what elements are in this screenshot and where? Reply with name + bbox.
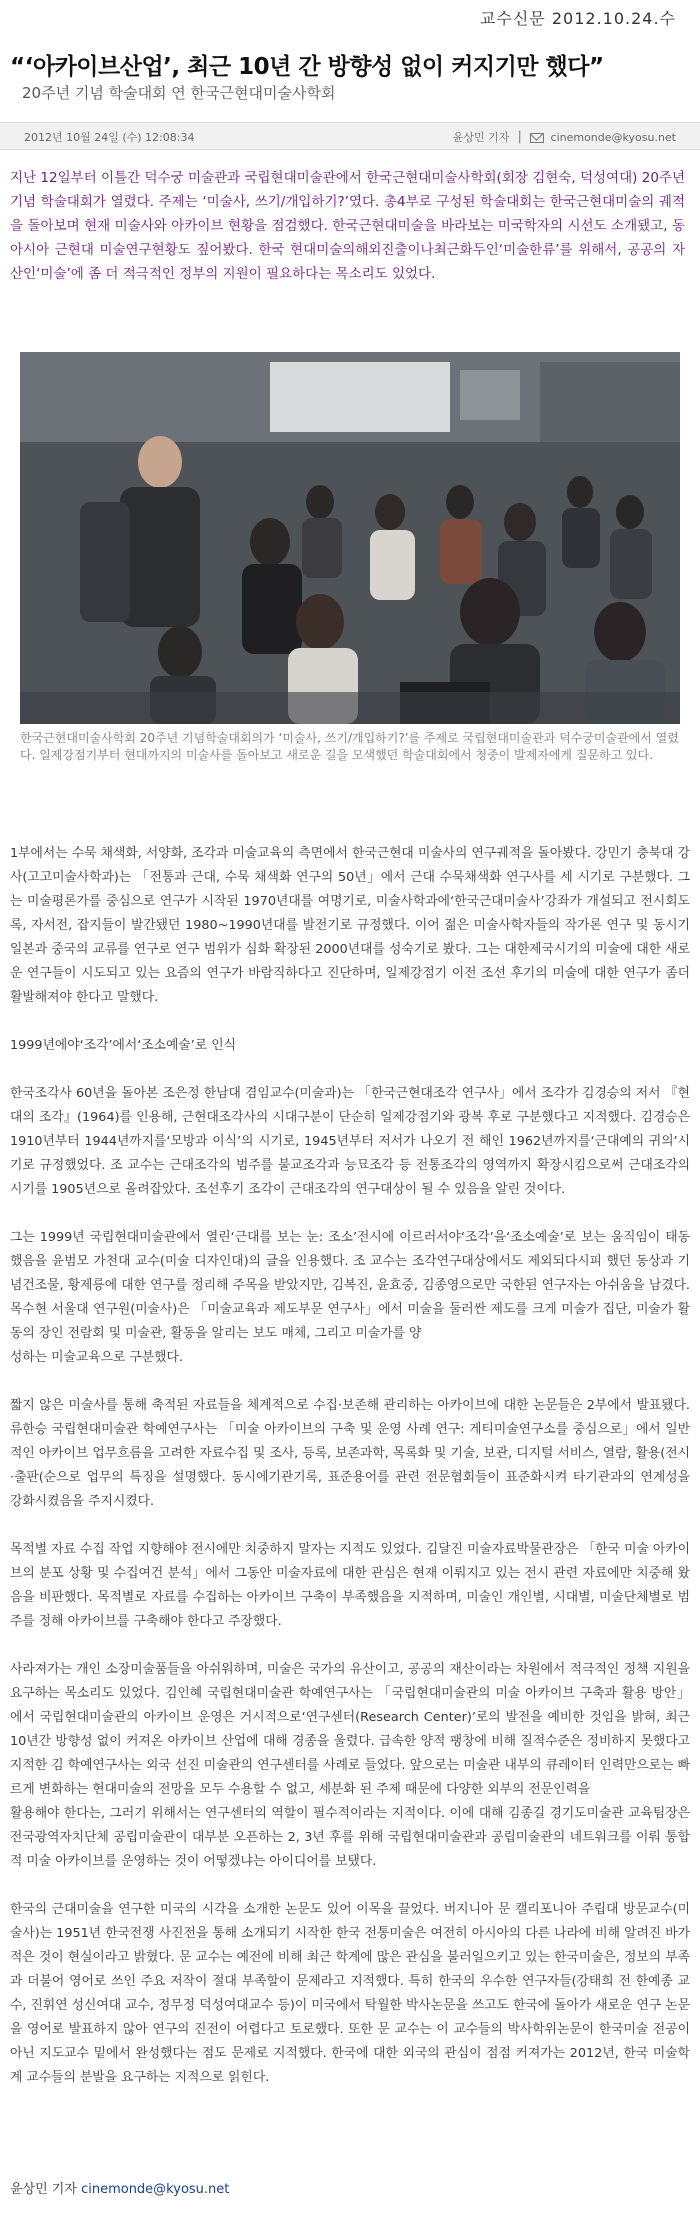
article-body [10, 842, 690, 2114]
publish-date: 2012년 10월 24일 (수) 12:08:34 [24, 131, 195, 144]
body-paragraph: 짧지 않은 미술사를 통해 축적된 자료들을 체계적으로 수집·보존해 관리하는 아카이브에 대한 논문들은 2부에서 발표됐다. 류한승 국립현대미술관 학예연구사는 「미술 아카이브의 구축 및 운영 사례 연구: 게티미술연구소를 중심으로」에서 일반적인 아카이브 업무흐름을 고려한 자료수집 및 조사, 등록, 보존과학, 목록화 및 기술, 보관, 디지털 서비스, 열람, 활용(전시·출판(순으로 업무의 특징을 설명했다. 동시에기관기록, 표준용어를 관련 전문협회들이 표준화시켜 타기관과의 연계성을 강화시켰음을 주지시켰다. [10, 1398, 690, 1509]
body-paragraph: 한국조각사 60년을 돌아본 조은정 한남대 겸임교수(미술과)는 「한국근현대조각 연구사」에서 조각가 김경승의 저서 『현대의 조각』(1964)를 인용해, 근현대조각사의 시대구분이 단순히 일제강점기와 광복 후로 구분했다고 지적했다. 김경승은 1910년부터 1944년까지를‘모방과 이식’의 시기로, 1945년부터 저서가 나오기 전 해인 1962년까지를‘근대예의 귀의’시기로 규정했었다. 조 교수는 근대조각의 범주를 불교조각과 능묘조각 등 전통조각의 영역까지 확장시킴으로써 근대조각의 시기를 1905년으로 올려잡았다. 조선후기 조각이 근대조각의 연구대상이 될 수 있음을 알린 것이다. [10, 1086, 690, 1197]
byline [10, 2178, 229, 2197]
photo-caption: 한국근현대미술사학회 20주년 기념학술대회의가 ‘미술사, 쓰기/개입하기?’를 주제로 국립현대미술관과 덕수궁미술관에서 열렸다. 일제강점기부터 현대까지의 미술사를 돌아보고 새로운 길을 모색했던 학술대회에서 청중이 발제자에게 질문하고 있다. [20, 731, 679, 762]
conference-photo [20, 352, 680, 724]
article-meta-bar [0, 122, 700, 150]
body-paragraph: 1부에서는 수묵 채색화, 서양화, 조각과 미술교육의 측면에서 한국근현대 미술사의 연구궤적을 돌아봤다. 강민기 충북대 강사(고고미술사학과)는 「전통과 근대, 수묵 채색화 연구의 50년」에서 근대 수묵채색화 연구사를 세 시기로 구분했다. 그는 미술평론가를 중심으로 연구가 시작된 1970년대를 여명기로, 미술사학과에‘한국근대미술사’강좌가 개설되고 전시회도록, 자서전, 잡지들이 발간됐던 1980~1990년대를 발전기로 규정했다. 이어 젊은 미술사학자들의 작가론 연구 및 동시기 일본과 중국의 교류를 연구로 연구 범위가 심화 확장된 2000년대를 성숙기로 봤다. 그는 대한제국시기의 미술에 대한 새로운 연구들이 시도되고 있는 요즘의 연구가 바람직하다고 진단하며, 일제강점기 이전 조선 후기의 미술에 대한 연구가 좀더 활발해져야 한다고 말했다. [10, 846, 690, 1005]
byline-email-link[interactable]: cinemonde@kyosu.net [81, 2182, 230, 2197]
mail-icon [530, 133, 544, 143]
body-paragraph: 사라져가는 개인 소장미술품들을 아쉬워하며, 미술은 국가의 유산이고, 공공의 재산이라는 차원에서 적극적인 정책 지원을 요구하는 목소리도 있었다. 김인혜 국립현대미술관 학예연구사는 「국립현대미술관의 미술 아카이브 구축과 활용 방안」에서 국립현대미술관의 아카이브 운영은 거시적으로‘연구센터(Research Center)’로의 발전을 예비한 것임을 밝혀, 최근 10년간 방향성 없이 커져온 아카이브 산업에 대해 경종을 울렸다. 급속한 양적 팽창에 비해 질적수준은 정비하지 못했다고 지적한 김 학예연구사는 외국 선진 미술관의 연구센터를 사례로 들었다. 앞으로는 미술관 내부의 큐레이터 인력만으로는 빠르게 변화하는 현대미술의 전망을 모두 수용할 수 없고, 세분화 된 주제 때문에 다양한 외부의 전문인력을 활용해야 한다는, 그러기 위해서는 연구센터의 역할이 필수적이라는 지적이다. 이에 대해 김종길 경기도미술관 교육팀장은 전국광역자치단체 공립미술관이 대부분 오픈하는 2, 3년 후를 위해 국립현대미술관과 공립미술관의 네트워크를 이뤄 통합적 미술 아카이브를 운영하는 것이 어떻겠냐는 아이디어를 보탰다. [10, 1662, 690, 1869]
author-name: 윤상민 기자 [452, 131, 510, 144]
article-subtitle: 20주년 기념 학술대회 연 한국근현대미술사학회 [22, 84, 336, 102]
body-paragraph: 한국의 근대미술을 연구한 미국의 시각을 소개한 논문도 있어 이목을 끌었다. 버지니아 문 캘리포니아 주립대 방문교수(미술사)는 1951년 한국전쟁 사진전을 통해 소개되기 시작한 한국 전통미술은 여전히 아시아의 다른 나라에 비해 알려진 바가 적은 것이 현실이라고 밝혔다. 문 교수는 예전에 비해 최근 학계에 많은 관심을 불러일으키고 있는 한국미술은, 정보의 부족과 더불어 영어로 쓰인 주요 저작이 절대 부족할이 문제라고 지적했다. 특히 한국의 우수한 연구자들(강태희 전 한예종 교수, 진휘연 성신여대 교수, 정무정 덕성여대교수 등)이 미국에서 탁월한 박사논문을 쓰고도 한국에 돌아가 새로운 연구 논문을 영어로 발표하지 않아 연구의 진전이 어렵다고 토로했다. 또한 문 교수는 이 교수들의 박사학위논문이 한국미술 전공이 아닌 지도교수 밑에서 완성했다는 점도 문제로 지적했다. 한국에 대한 외국의 관심이 점점 커져가는 2012년, 한국 미술학계 교수들의 분발을 요구하는 지적으로 읽힌다. [10, 1902, 690, 2085]
author-email-link[interactable]: cinemonde@kyosu.net [550, 131, 676, 144]
body-paragraph: 그는 1999년 국립현대미술관에서 열린‘근대를 보는 눈: 조소’전시에 이르러서야‘조각’을‘조소예술’로 보는 움직임이 태동했음을 윤범모 가천대 교수(미술 디자인대)의 글을 인용했다. 조 교수는 조각연구대상에서도 제외되다시피 했던 동상과 기념건조물, 황제릉에 대한 연구를 정리해 주목을 받았지만, 김복진, 윤효중, 김종영으로만 국한된 연구자는 아쉬움을 남겼다. 목수현 서울대 연구원(미술사)은 「미술교육과 제도부문 연구사」에서 미술을 둘러싼 제도를 크게 미술가 집단, 미술가 활동의 장인 전람회 및 미술관, 활동을 알리는 보도 매체, 그리고 미술가를 양 성하는 미술교육으로 구분했다. [10, 1230, 690, 1365]
byline-author: 윤상민 기자 [10, 2182, 77, 2197]
article-title: “‘아카이브산업’, 최근 10년 간 방향성 없이 커지기만 했다” [10, 54, 604, 80]
author-info: 윤상민 기자 │ cinemonde@kyosu.net [452, 131, 676, 144]
lead-paragraph: 지난 12일부터 이틀간 덕수궁 미술관과 국립현대미술관에서 한국근현대미술사학회(회장 김현숙, 덕성여대) 20주년 기념 학술대회가 열렸다. 주제는 ‘미술사, 쓰기/개입하기?’였다. 총4부로 구성된 학술대회는 한국근현대미술의 궤적을 돌아보며 현재 미술사와 아카이브 현황을 점검했다. 한국근현대미술을 바라보는 미국학자의 시선도 소개됐고, 동아시아 근현대 미술연구현황도 짚어봤다. 한국 현대미술의해외진출이나최근화두인‘미술한류’를 위해서, 공공의 자산인‘미술’에 좀 더 적극적인 정부의 지원이 필요하다는 목소리도 있었다. [10, 170, 685, 282]
body-paragraph: 목적별 자료 수집 작업 지향해야 전시에만 치중하지 말자는 지적도 있었다. 김달진 미술자료박물관장은 「한국 미술 아카이브의 분포 상황 및 수집여건 분석」에서 그동안 미술자료에 대한 관심은 현재 이뤄지고 있는 전시 관련 자료에만 치중해 왔음을 비판했다. 목적별로 자료를 수집하는 아카이브 구축이 부족했음을 지적하며, 미술인 개인별, 시대별, 미술단체별로 범주를 정해 아카이브를 구축해야 한다고 주장했다. [10, 1542, 690, 1629]
masthead: 교수신문 2012.10.24.수 [479, 9, 676, 28]
section-subheading: 1999년에야‘조각’에서‘조소예술’로 인식 [10, 1038, 236, 1053]
